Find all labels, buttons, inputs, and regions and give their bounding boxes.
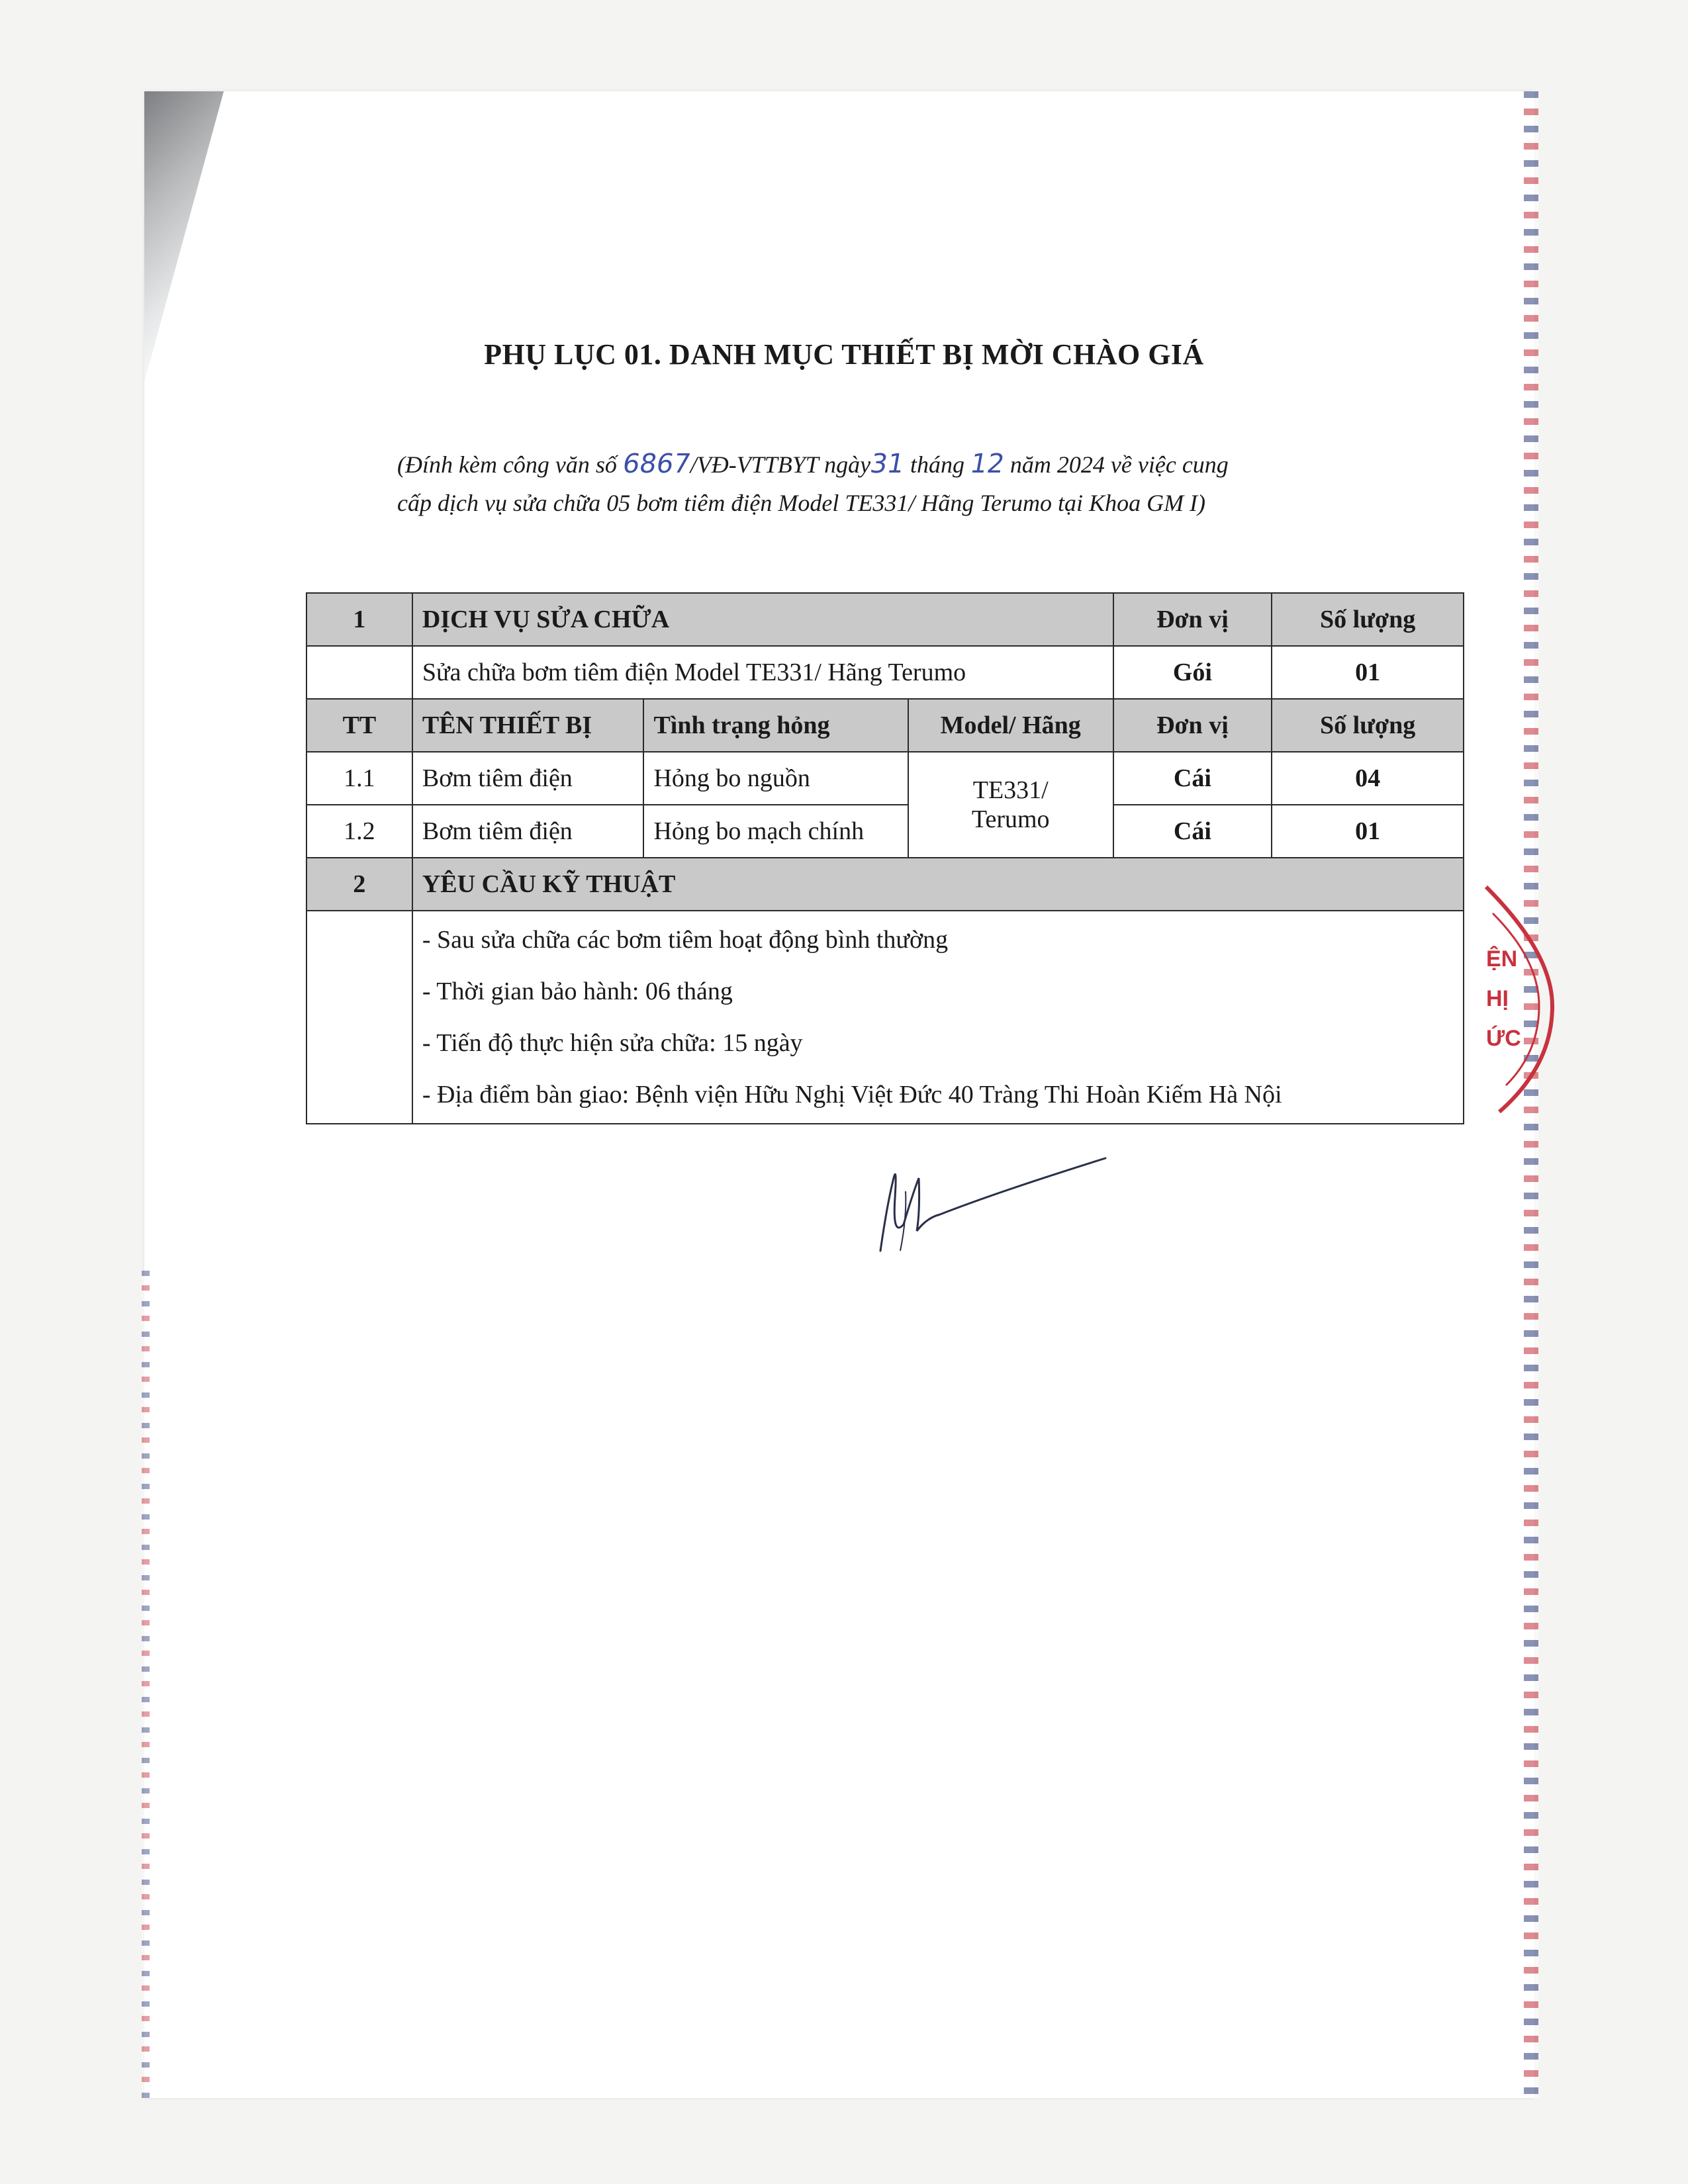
requirement-item: - Địa điểm bàn giao: Bệnh viện Hữu Nghị Việt Đức 40 Tràng Thi Hoàn Kiếm Hà Nội [422, 1081, 1282, 1109]
section1-unit-header: Đơn vị [1113, 593, 1272, 646]
signature-icon [867, 1152, 1119, 1257]
section2-title: YÊU CẦU KỸ THUẬT [412, 858, 1464, 911]
header-tt: TT [306, 699, 412, 752]
service-unit: Gói [1113, 646, 1272, 699]
item-tt: 1.1 [306, 752, 412, 805]
requirements-row [306, 911, 1464, 1124]
stamp-text-2: HỊ [1486, 986, 1509, 1011]
section1-title: DỊCH VỤ SỬA CHỮA [412, 593, 1113, 646]
item-name: Bơm tiêm điện [412, 805, 644, 858]
equipment-table [306, 592, 1464, 1124]
subtitle-part3: tháng [904, 451, 971, 478]
service-qty: 01 [1272, 646, 1464, 699]
page-title: PHỤ LỤC 01. DANH MỤC THIẾT BỊ MỜI CHÀO GIÁ [484, 338, 1204, 371]
header-name: TÊN THIẾT BỊ [412, 699, 644, 752]
service-row [306, 646, 1464, 699]
item-unit: Cái [1113, 805, 1272, 858]
model-line1: TE331/ [972, 776, 1049, 804]
handwritten-day: 31 [868, 449, 908, 479]
handwritten-month: 12 [967, 449, 1007, 479]
partial-red-stamp [1479, 874, 1559, 1125]
item-model [908, 752, 1113, 858]
stamp-text-3: ỨC [1486, 1026, 1521, 1051]
item-name: Bơm tiêm điện [412, 752, 644, 805]
header-model: Model/ Hãng [908, 699, 1113, 752]
requirement-item: - Tiến độ thực hiện sửa chữa: 15 ngày [422, 1029, 803, 1057]
item-status: Hỏng bo mạch chính [643, 805, 908, 858]
envelope-edge-left [142, 1271, 150, 2098]
requirement-item: - Thời gian bảo hành: 06 tháng [422, 978, 733, 1005]
model-line2: Terumo [971, 805, 1050, 833]
section2-number: 2 [306, 858, 412, 911]
subtitle-line2: cấp dịch vụ sửa chữa 05 bơm tiêm điện Model TE331/ Hãng Terumo tại Khoa GM I) [397, 490, 1206, 516]
subtitle-part1: (Đính kèm công văn số [397, 451, 623, 478]
subtitle [397, 445, 1403, 522]
item-qty: 04 [1272, 752, 1464, 805]
section1-header-row [306, 593, 1464, 646]
requirements-list [412, 911, 1464, 1124]
service-tt-empty [306, 646, 412, 699]
items-header-row [306, 699, 1464, 752]
subtitle-part2: /VĐ-VTTBYT ngày [690, 451, 871, 478]
item-unit: Cái [1113, 752, 1272, 805]
item-status: Hỏng bo nguồn [643, 752, 908, 805]
handwritten-doc-number: 6867 [620, 449, 693, 479]
section1-number: 1 [306, 593, 412, 646]
table-row [306, 805, 1464, 858]
section1-qty-header: Số lượng [1272, 593, 1464, 646]
item-qty: 01 [1272, 805, 1464, 858]
subtitle-part4: năm 2024 về việc cung [1004, 451, 1229, 478]
item-tt: 1.2 [306, 805, 412, 858]
header-qty: Số lượng [1272, 699, 1464, 752]
requirements-tt-empty [306, 911, 412, 1124]
stamp-text-1: ỆN [1486, 946, 1518, 972]
header-unit: Đơn vị [1113, 699, 1272, 752]
requirement-item: - Sau sửa chữa các bơm tiêm hoạt động bình thường [422, 926, 949, 954]
table-row [306, 752, 1464, 805]
section2-header-row [306, 858, 1464, 911]
header-status: Tình trạng hỏng [643, 699, 908, 752]
service-description: Sửa chữa bơm tiêm điện Model TE331/ Hãng Terumo [412, 646, 1113, 699]
